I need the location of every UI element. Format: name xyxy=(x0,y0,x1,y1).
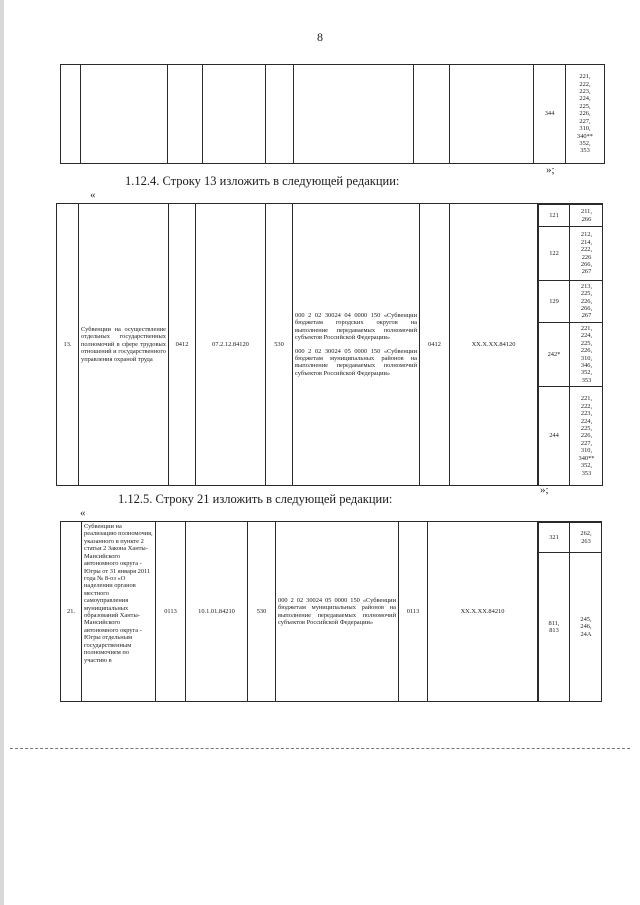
breakdown-items: 221, 224, 225, 226, 310, 346, 352, 353 xyxy=(570,322,603,387)
expense-type-code: 344 xyxy=(534,65,566,164)
income-code: 000 2 02 30024 05 0000 150 «Субвенции бюджетам муниципальных районов на выполнение передаваемых полномочий субъектов Российской Федерации» xyxy=(276,522,399,702)
page-number: 8 xyxy=(317,30,323,44)
section-code: 0412 xyxy=(169,204,196,486)
expense-type: 530 xyxy=(248,522,276,702)
income-code-district: 000 2 02 30024 05 0000 150 «Субвенции бюджетам муниципальных районов на выполнение передаваемых полномочий субъектов Российской Федерации» xyxy=(295,347,417,377)
table-row-21 xyxy=(60,521,602,702)
expense-type: 530 xyxy=(266,204,293,486)
row-number: 13. xyxy=(57,204,79,486)
kosgu-items: 221, 222, 223, 224, 225, 226, 227, 310, 340** 352, 353 xyxy=(566,65,605,164)
section-heading: 1.12.4. Строку 13 изложить в следующей редакции: xyxy=(125,174,400,188)
expense-breakdown xyxy=(538,204,603,486)
opening-quote: « xyxy=(90,189,96,201)
breakdown-code: 129 xyxy=(539,280,570,322)
breakdown-code: 122 xyxy=(539,227,570,280)
breakdown-items: 211, 266 xyxy=(570,205,603,227)
opening-quote: « xyxy=(80,507,86,519)
expense-breakdown xyxy=(538,522,602,702)
breakdown-code: 321 xyxy=(539,523,570,553)
closing-quote: »; xyxy=(546,164,555,176)
income-codes xyxy=(293,204,420,486)
target-article-2: XX.X.XX.84120 xyxy=(450,204,538,486)
subsidy-name: Субвенции на реализацию полномочия, указанного в пункте 2 статьи 2 Закона Ханты-Мансийского автономного округа - Югры от 31 января 2011 года № 8-оз «О наделении органов местного самоуправления муниципальных образований Ханты-Мансийского автономного округа - Югры отдельным государственным полномочием по участию в xyxy=(82,522,156,702)
breakdown-items: 262, 263 xyxy=(570,523,602,553)
target-article: 10.1.01.84210 xyxy=(186,522,248,702)
breakdown-table xyxy=(538,522,602,701)
breakdown-table xyxy=(538,204,603,485)
row-number: 21. xyxy=(61,522,82,702)
page-divider xyxy=(10,748,630,749)
breakdown-items: 245, 246, 24A xyxy=(570,553,602,701)
breakdown-code: 244 xyxy=(539,387,570,485)
target-article: 07.2.12.84120 xyxy=(196,204,266,486)
subsidy-name: Субвенции на осуществление отдельных государственных полномочий в сфере трудовых отношений и государственного управления охраной труда xyxy=(79,204,169,486)
section-code-2: 0412 xyxy=(420,204,450,486)
table-fragment xyxy=(60,64,605,164)
breakdown-items: 213, 225, 226, 266, 267 xyxy=(570,280,603,322)
section-code: 0113 xyxy=(156,522,186,702)
section-heading: 1.12.5. Строку 21 изложить в следующей редакции: xyxy=(118,492,393,506)
breakdown-code: 242* xyxy=(539,322,570,387)
breakdown-items: 221, 222, 223, 224, 225, 226, 227, 310, 340** 352, 353 xyxy=(570,387,603,485)
target-article-2: XX.X.XX.84210 xyxy=(428,522,538,702)
closing-quote: »; xyxy=(540,484,549,496)
breakdown-items: 212, 214, 222, 226 266, 267 xyxy=(570,227,603,280)
scan-edge xyxy=(0,0,4,905)
section-code-2: 0113 xyxy=(399,522,428,702)
breakdown-code: 121 xyxy=(539,205,570,227)
income-code-urban: 000 2 02 30024 04 0000 150 «Субвенции бюджетам городских округов на выполнение передаваемых полномочий субъектов Российской Федерации» xyxy=(295,311,417,342)
table-row-13 xyxy=(56,203,603,486)
breakdown-code: 811, 813 xyxy=(539,553,570,701)
